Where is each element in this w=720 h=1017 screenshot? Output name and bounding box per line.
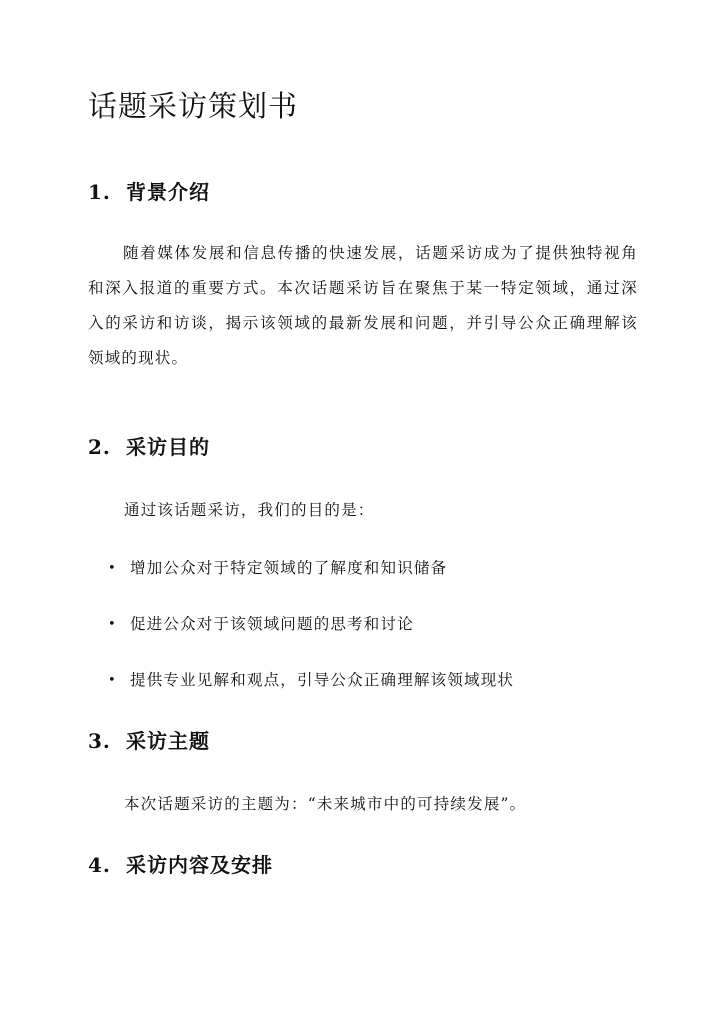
section-number: 1.: [88, 180, 111, 204]
bullet-icon: •: [108, 617, 117, 632]
section-heading-content-schedule: [88, 849, 273, 878]
background-paragraph: 随着媒体发展和信息传播的快速发展，话题采访成为了提供独特视角和深入报道的重要方式。本次话题采访旨在聚焦于某一特定领域，通过深入的采访和访谈，揭示该领域的最新发展和问题，并引导公众正确理解该领域的现状。: [88, 244, 638, 367]
section-number: 4.: [88, 853, 111, 877]
bullet-icon: •: [108, 673, 117, 688]
topic-paragraph: 本次话题采访的主题为：“未来城市中的可持续发展”。: [124, 795, 527, 813]
section-title: 采访内容及安排: [126, 853, 273, 877]
list-item: [108, 668, 514, 690]
section-title: 采访目的: [126, 435, 210, 459]
document-title: 话题采访策划书: [88, 89, 299, 123]
section-title: 采访主题: [126, 729, 210, 753]
list-item-text: 提供专业见解和观点，引导公众正确理解该领域现状: [130, 671, 515, 689]
section-heading-background: [88, 176, 210, 205]
section-title: 背景介绍: [126, 180, 210, 204]
bullet-icon: •: [108, 561, 117, 576]
section-heading-topic: [88, 725, 210, 754]
list-item: [108, 556, 447, 578]
section-number: 3.: [88, 729, 111, 753]
purpose-intro: 通过该话题采访，我们的目的是：: [124, 501, 375, 519]
section-number: 2.: [88, 435, 111, 459]
section-heading-purpose: [88, 431, 210, 460]
list-item: [108, 612, 414, 634]
list-item-text: 促进公众对于该领域问题的思考和讨论: [130, 615, 414, 633]
list-item-text: 增加公众对于特定领域的了解度和知识储备: [130, 559, 448, 577]
